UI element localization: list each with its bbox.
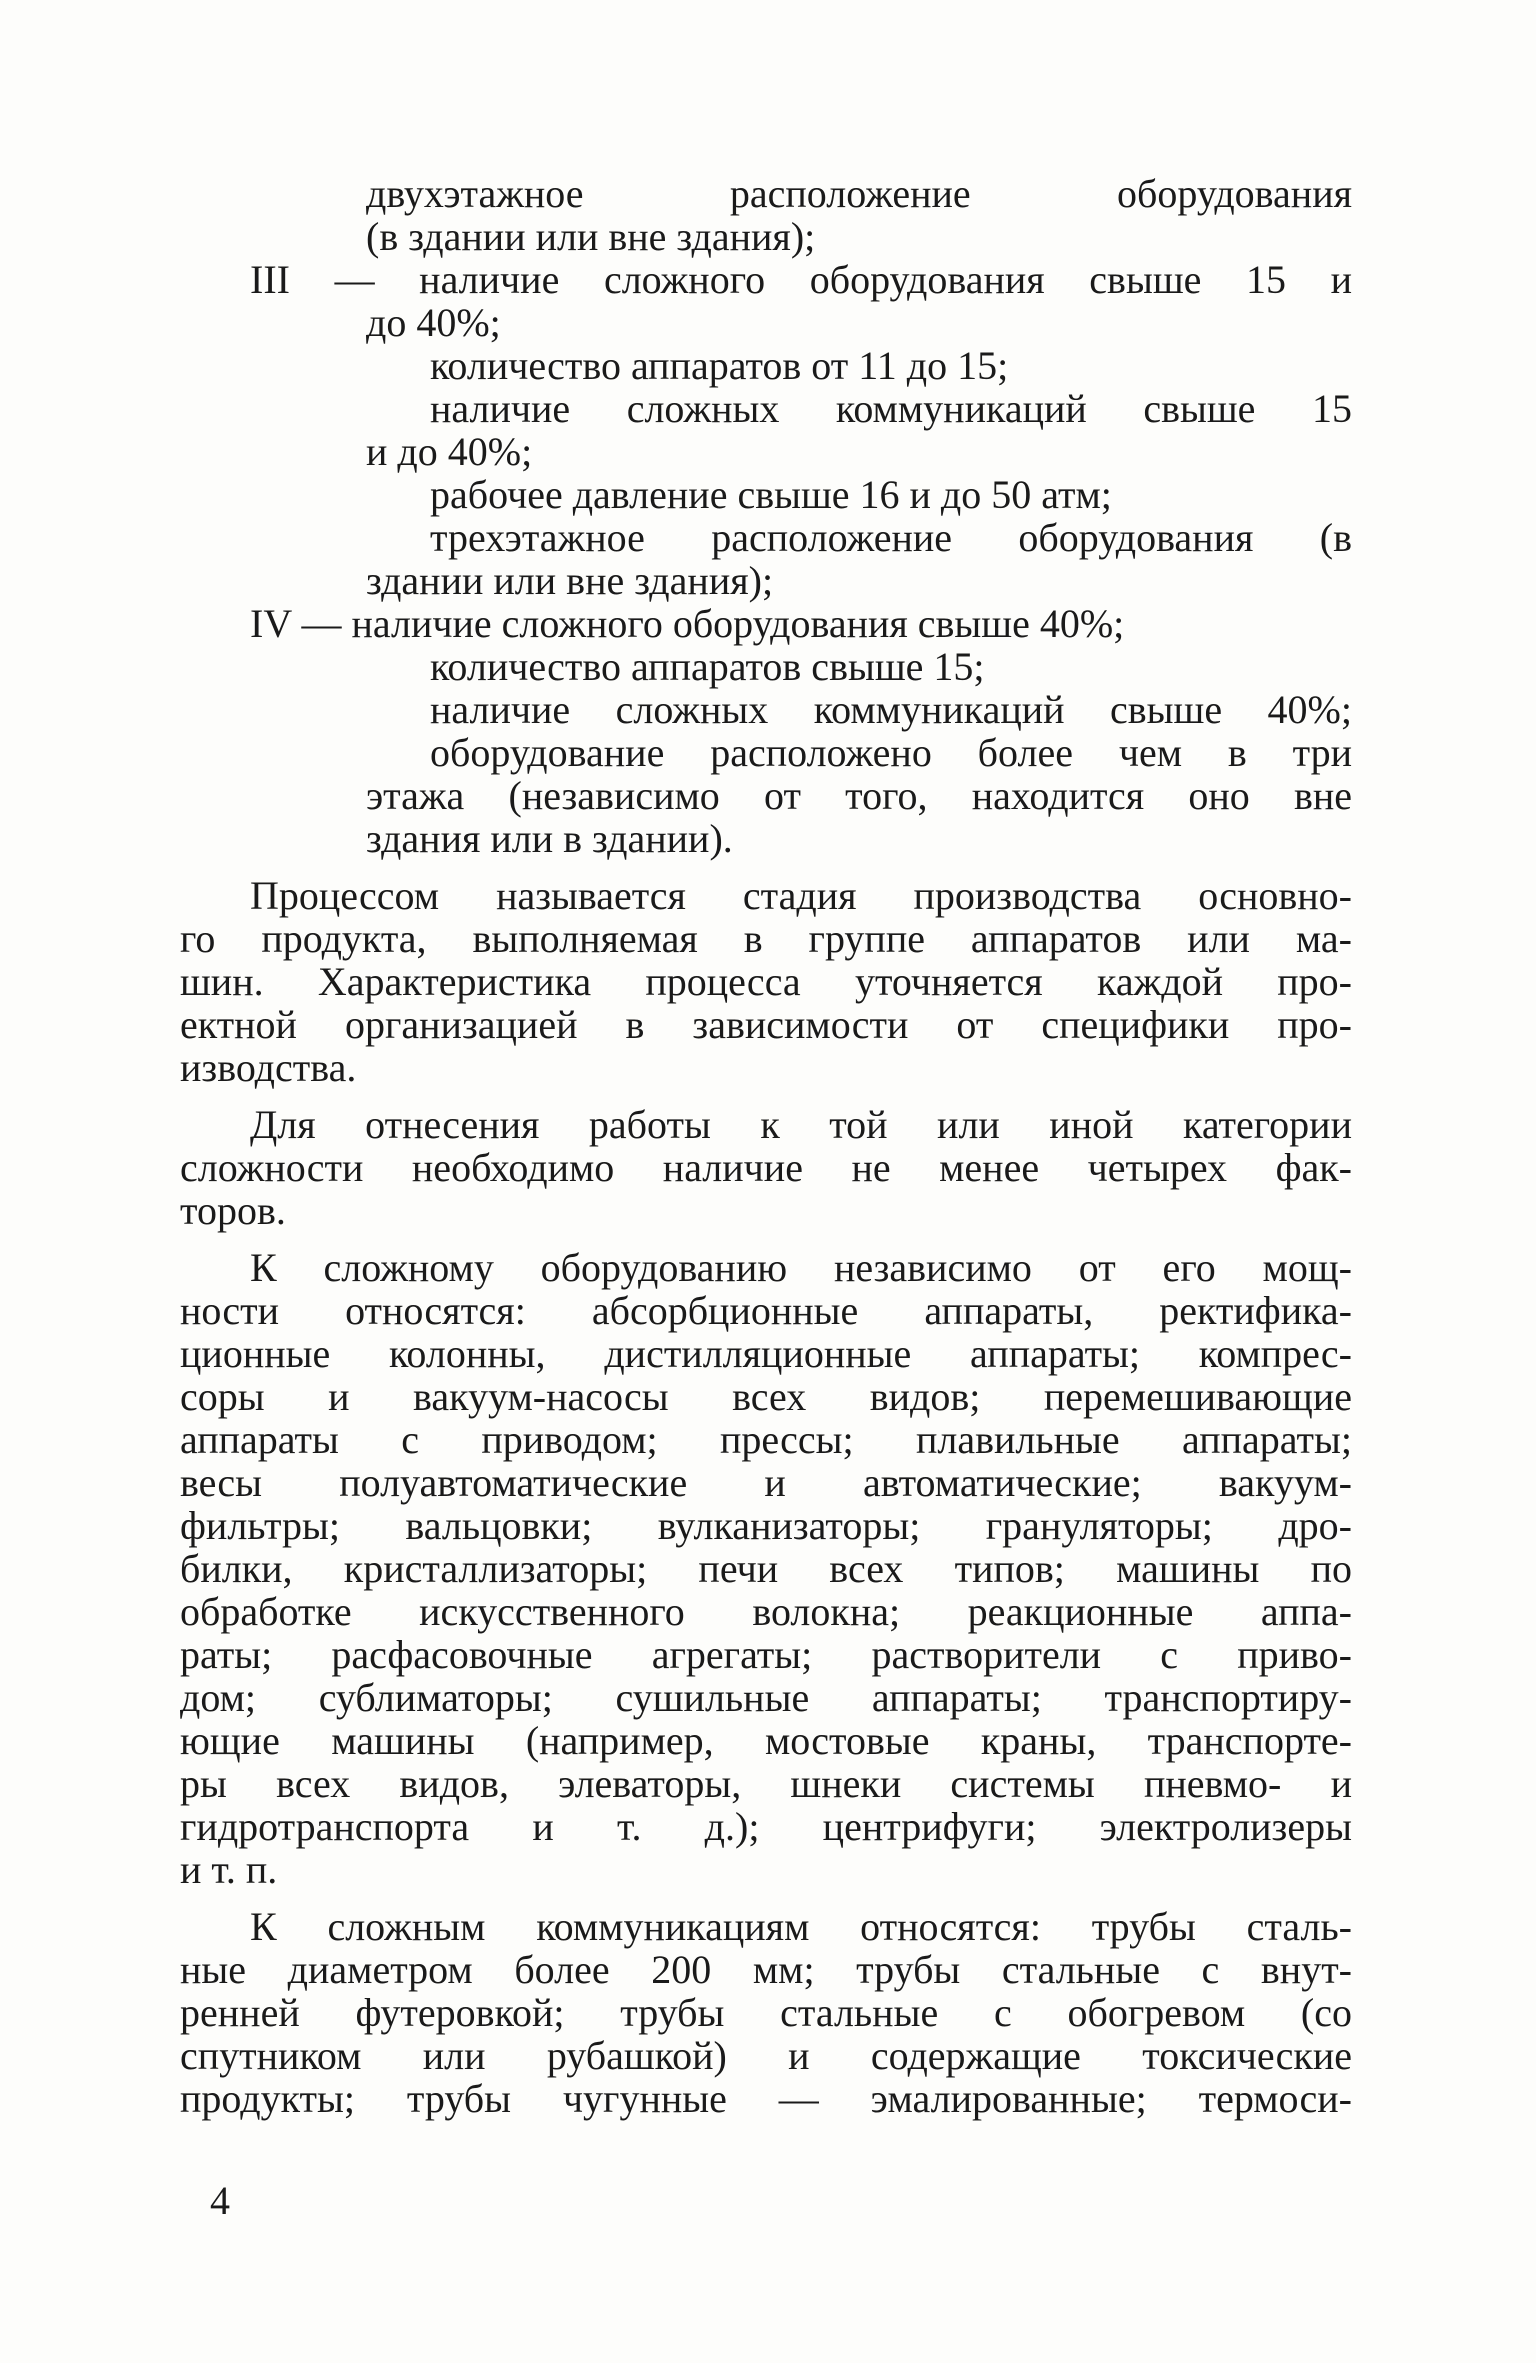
text-line: этажа (независимо от того, находится оно вне — [366, 773, 1352, 818]
text-line: торов. — [180, 1188, 286, 1233]
text-line: ектной организацией в зависимости от специфики про- — [180, 1002, 1352, 1047]
text-line: ренней футеровкой; трубы стальные с обогревом (со — [180, 1990, 1352, 2035]
text-line: ные диаметром более 200 мм; трубы стальные с внут- — [180, 1947, 1352, 1992]
text-line: и т. п. — [180, 1847, 278, 1892]
text-line: К сложному оборудованию независимо от его мощ- — [250, 1245, 1352, 1290]
text-line: ры всех видов, элеваторы, шнеки системы пневмо- и — [180, 1761, 1352, 1806]
text-line: го продукта, выполняемая в группе аппаратов или ма- — [180, 916, 1352, 961]
text-line: изводства. — [180, 1045, 357, 1090]
text-line: спутником или рубашкой) и содержащие токсические — [180, 2033, 1352, 2078]
text-line: оборудование расположено более чем в три — [430, 730, 1352, 775]
text-line: обработке искусственного волокна; реакционные аппа- — [180, 1589, 1352, 1634]
text-line: гидротранспорта и т. д.); центрифуги; электролизеры — [180, 1804, 1352, 1849]
text-line: здания или в здании). — [366, 816, 733, 861]
text-line: и до 40%; — [366, 429, 533, 474]
text-line: раты; расфасовочные агрегаты; растворители с приво- — [180, 1632, 1352, 1677]
text-line: ности относятся: абсорбционные аппараты, ректифика- — [180, 1288, 1352, 1333]
text-line: наличие сложных коммуникаций свыше 15 — [430, 386, 1352, 431]
text-line: количество аппаратов свыше 15; — [430, 644, 985, 689]
text-line: Процессом называется стадия производства основно- — [250, 873, 1352, 918]
text-line: до 40%; — [366, 300, 501, 345]
text-line: продукты; трубы чугунные — эмалированные; термоси- — [180, 2076, 1352, 2121]
text-line: ющие машины (например, мостовые краны, транспорте- — [180, 1718, 1352, 1763]
text-line: (в здании или вне здания); — [366, 214, 816, 259]
text-line: сложности необходимо наличие не менее четырех фак- — [180, 1145, 1352, 1190]
text-line: количество аппаратов от 11 до 15; — [430, 343, 1009, 388]
text-line: Для отнесения работы к той или иной категории — [250, 1102, 1352, 1147]
text-line: двухэтажное расположение оборудования — [366, 171, 1352, 216]
text-line: трехэтажное расположение оборудования (в — [430, 515, 1352, 560]
text-line: билки, кристаллизаторы; печи всех типов; машины по — [180, 1546, 1352, 1591]
text-line: фильтры; вальцовки; вулканизаторы; грануляторы; дро- — [180, 1503, 1352, 1548]
text-line: весы полуавтоматические и автоматические; вакуум- — [180, 1460, 1352, 1505]
page-number: 4 — [210, 2178, 230, 2223]
text-line: аппараты с приводом; прессы; плавильные аппараты; — [180, 1417, 1352, 1462]
text-line: ционные колонны, дистилляционные аппараты; компрес- — [180, 1331, 1352, 1376]
text-line: здании или вне здания); — [366, 558, 774, 603]
text-line: шин. Характеристика процесса уточняется каждой про- — [180, 959, 1352, 1004]
text-line: К сложным коммуникациям относятся: трубы сталь- — [250, 1904, 1352, 1949]
text-line: соры и вакуум-насосы всех видов; перемешивающие — [180, 1374, 1352, 1419]
text-line: наличие сложных коммуникаций свыше 40%; — [430, 687, 1352, 732]
text-line: дом; сублиматоры; сушильные аппараты; транспортиру- — [180, 1675, 1352, 1720]
text-line: IV — наличие сложного оборудования свыше 40%; — [250, 601, 1125, 646]
text-line: рабочее давление свыше 16 и до 50 атм; — [430, 472, 1112, 517]
text-line: III — наличие сложного оборудования свыше 15 и — [250, 257, 1352, 302]
